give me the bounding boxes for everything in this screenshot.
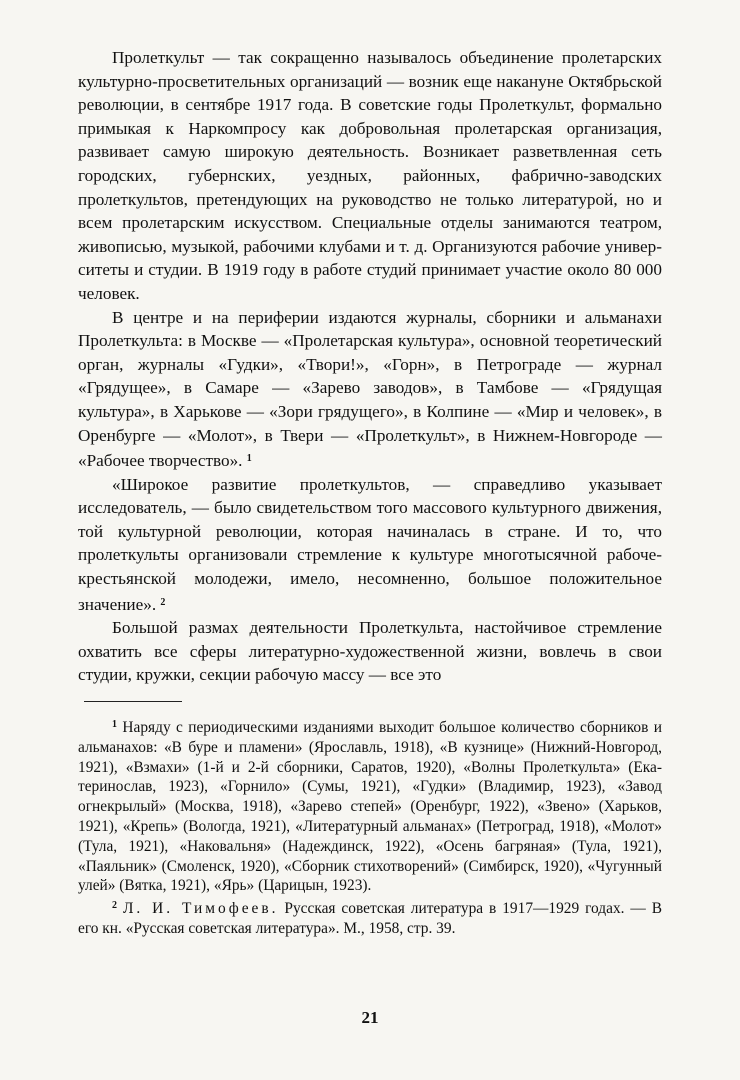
footnote-2-text: Русская советская литература в 1917—1929 годах. — В его кн. «Русская советская литература». М., 1958, стр. 39.: [78, 900, 663, 937]
footnote-1: [78, 715, 662, 896]
footnote-ref-2: 2: [160, 596, 166, 608]
paragraph-2-text: В центре и на периферии издаются журналы, сборники и альманахи Пролеткульта: в Москве — «Пролетарская культура», основной теоретический орган, журналы «Гудки», «Твори!», «Горн», в Петрограде — журнал «Грядущее», в Самаре — «Зарево заводов», в Тамбове — «Грядущая культура», в Харькове — «Зори грядущего», в Колпине — «Мир и человек», в Оренбурге — «Молот», в Твери — «Пролеткульт», в Нижнем-Новгороде — «Рабочее творчество».: [78, 307, 662, 471]
footnote-divider: [84, 701, 182, 702]
paragraph-4: Большой размах деятельности Пролеткульта, настойчивое стремление охватить все сферы литературно-художественной жизни, вовлечь в свои студии, кружки, секции рабочую массу — все это: [78, 618, 662, 685]
paragraph-3-text: «Широкое развитие пролеткультов, — справедливо указывает исследователь, — было свидетельством того массового культурного движения, той культурной революции, которая начиналась в стране. И то, что пролеткульты организовали стремление к культуре многотысячной рабоче-крестьянской молодежи, имело, несомненно, большое положительное значение».: [78, 474, 662, 614]
paragraph-2: [78, 306, 662, 473]
footnote-2: [78, 896, 662, 939]
footnote-2-mark: 2: [112, 900, 117, 912]
footnotes: [78, 715, 662, 939]
main-text: [78, 46, 662, 687]
paragraph-1: Пролеткульт — так сокращенно называлось объединение пролетарских культурно-просветительных организаций — возник еще накануне Октябрьской революции, в сентябре 1917 года. В советские годы Пролеткульт, формально примыкая к Наркомпросу как добровольная пролетарская организация, развивает самую широкую деятельность. Возникает разветвленная сеть городских, губернских, уездных, районных, фабрично-заводских пролеткультов, претендующих на руководство не только литературой, но и всем пролетарским искусством. Специальные отделы занимаются театром, живописью, музыкой, рабочими клубами и т. д. Организуются рабочие университеты и студии. В 1919 году в работе студий принимает участие около 80 000 человек.: [78, 48, 662, 303]
paragraph-3: [78, 473, 662, 617]
footnote-ref-1: 1: [246, 453, 252, 465]
footnote-2-author: Л. И. Тимофеев.: [122, 900, 279, 918]
page-number: 21: [361, 1008, 379, 1027]
footnote-1-text: Наряду с периодическими изданиями выходит большое количество сборников и альманахов: «В буре и пламени» (Ярославль, 1918), «В кузнице» (Нижний-Новгород, 1921), «Взмахи» (1-й и 2-й сборники, Саратов, 1920), «Волны Пролеткульта» (Екатеринослав, 1923), «Горнило» (Сумы, 1921), «Гудки» (Владимир, 1923), «Завод огнекрылый» (Москва, 1918), «Зарево степей» (Оренбург, 1922), «Звено» (Харьков, 1921), «Крепь» (Вологда, 1921), «Литературный альманах» (Петроград, 1918), «Молот» (Тула, 1921), «Наковальня» (Надеждинск, 1922), «Осень багряная» (Тула, 1921), «Паяльник» (Смоленск, 1920), «Сборник стихотворений» (Симбирск, 1920), «Чугунный улей» (Вятка, 1921), «Ярь» (Царицын, 1923).: [78, 719, 662, 895]
footnote-1-mark: 1: [112, 719, 117, 730]
